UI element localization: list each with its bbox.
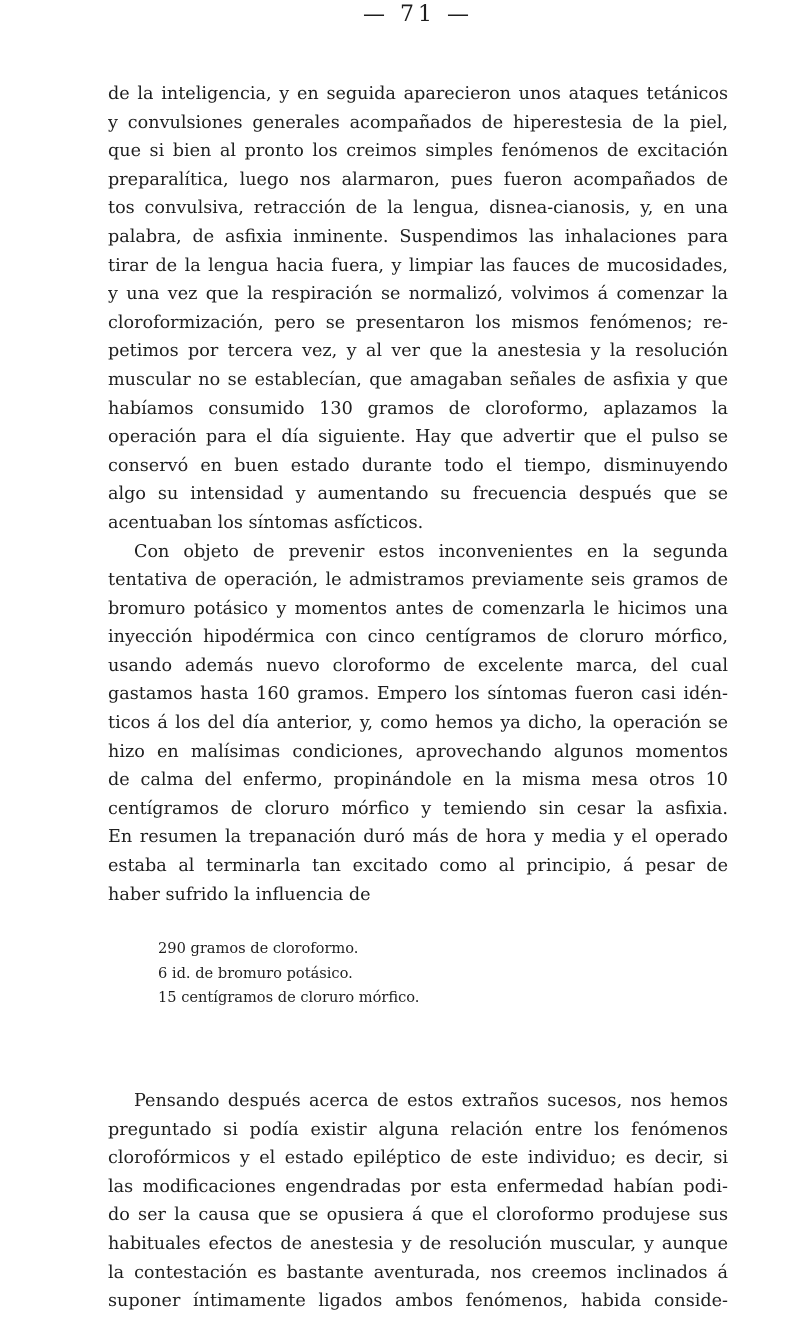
text-line: las modificaciones engendradas por esta enfermedad habían podi-: [108, 1176, 728, 1197]
text-line: En resumen la trepanación duró más de hora y media y el operado: [108, 827, 728, 848]
text-line: tos convulsiva, retracción de la lengua, disnea-cianosis, y, en una: [108, 198, 728, 219]
text-line: tentativa de operación, le admistramos previamente seis gramos de: [108, 570, 728, 591]
text-line: haber sufrido la influencia de: [108, 884, 371, 905]
text-line: y una vez que la respiración se normalizó, volvimos á comenzar la: [108, 284, 728, 305]
text-line: que si bien al pronto los creimos simples fenómenos de excitación: [108, 141, 728, 162]
text-line: algo su intensidad y aumentando su frecuencia después que se: [108, 484, 728, 505]
text-line: habituales efectos de anestesia y de resolución muscular, y aunque: [108, 1233, 728, 1254]
summary-line: 15 centígramos de cloruro mórfico.: [158, 989, 420, 1007]
text-line: cloroformización, pero se presentaron los mismos fenómenos; re-: [108, 312, 728, 333]
text-line: operación para el día siguiente. Hay que advertir que el pulso se: [108, 427, 728, 448]
text-line: acentuaban los síntomas asfícticos.: [108, 512, 424, 533]
text-line: preparalítica, luego nos alarmaron, pues fueron acompañados de: [108, 169, 728, 190]
text-line: Pensando después acerca de estos extraños sucesos, nos hemos: [134, 1091, 728, 1111]
text-line: usando además nuevo cloroformo de excelente marca, del cual: [108, 655, 728, 676]
text-line: y convulsiones generales acompañados de hiperestesia de la piel,: [108, 112, 728, 133]
text-line: la contestación es bastante aventurada, nos creemos inclinados á: [108, 1262, 728, 1283]
paragraph-1: [108, 80, 728, 909]
text-line: estaba al terminarla tan excitado como al principio, á pesar de: [108, 856, 728, 877]
text-line: clorofórmicos y el estado epiléptico de este individuo; es decir, si: [108, 1148, 728, 1169]
text-line: tirar de la lengua hacia fuera, y limpiar las fauces de mucosidades,: [108, 255, 728, 276]
page-number: — 71 —: [363, 2, 473, 27]
text-line: de la inteligencia, y en seguida aparecieron unos ataques tetánicos: [108, 84, 728, 104]
text-line: conservó en buen estado durante todo el tiempo, disminuyendo: [108, 455, 728, 476]
text-line: inyección hipodérmica con cinco centígramos de cloruro mórfico,: [108, 627, 728, 648]
text-line: hizo en malísimas condiciones, aprovechando algunos momentos: [108, 741, 728, 762]
text-line: suponer íntimamente ligados ambos fenómenos, habida conside-: [108, 1291, 728, 1312]
text-line: muscular no se establecían, que amagaban señales de asfixia y que: [108, 369, 728, 390]
text-line: de calma del enfermo, propinándole en la misma mesa otros 10: [108, 770, 728, 791]
text-line: bromuro potásico y momentos antes de comenzarla le hicimos una: [108, 598, 728, 619]
text-line: Con objeto de prevenir estos inconvenientes en la segunda: [134, 541, 728, 562]
text-line: habíamos consumido 130 gramos de cloroformo, aplazamos la: [108, 398, 728, 419]
paragraph-3: [108, 1087, 728, 1316]
text-line: petimos por tercera vez, y al ver que la anestesia y la resolución: [108, 341, 728, 362]
summary-line: 6 id. de bromuro potásico.: [158, 964, 353, 982]
summary-line: 290 gramos de cloroformo.: [158, 940, 359, 957]
text-line: do ser la causa que se opusiera á que el cloroformo produjese sus: [108, 1205, 728, 1226]
text-line: gastamos hasta 160 gramos. Empero los síntomas fueron casi idén-: [108, 684, 728, 705]
text-line: preguntado si podía existir alguna relación entre los fenómenos: [108, 1119, 728, 1140]
text-line: ticos á los del día anterior, y, como hemos ya dicho, la operación se: [108, 713, 728, 734]
text-line: centígramos de cloruro mórfico y temiendo sin cesar la asfixia.: [108, 798, 728, 819]
dose-summary: [158, 937, 658, 1011]
book-page: [108, 0, 728, 1336]
text-line: palabra, de asfixia inminente. Suspendimos las inhalaciones para: [108, 226, 728, 247]
